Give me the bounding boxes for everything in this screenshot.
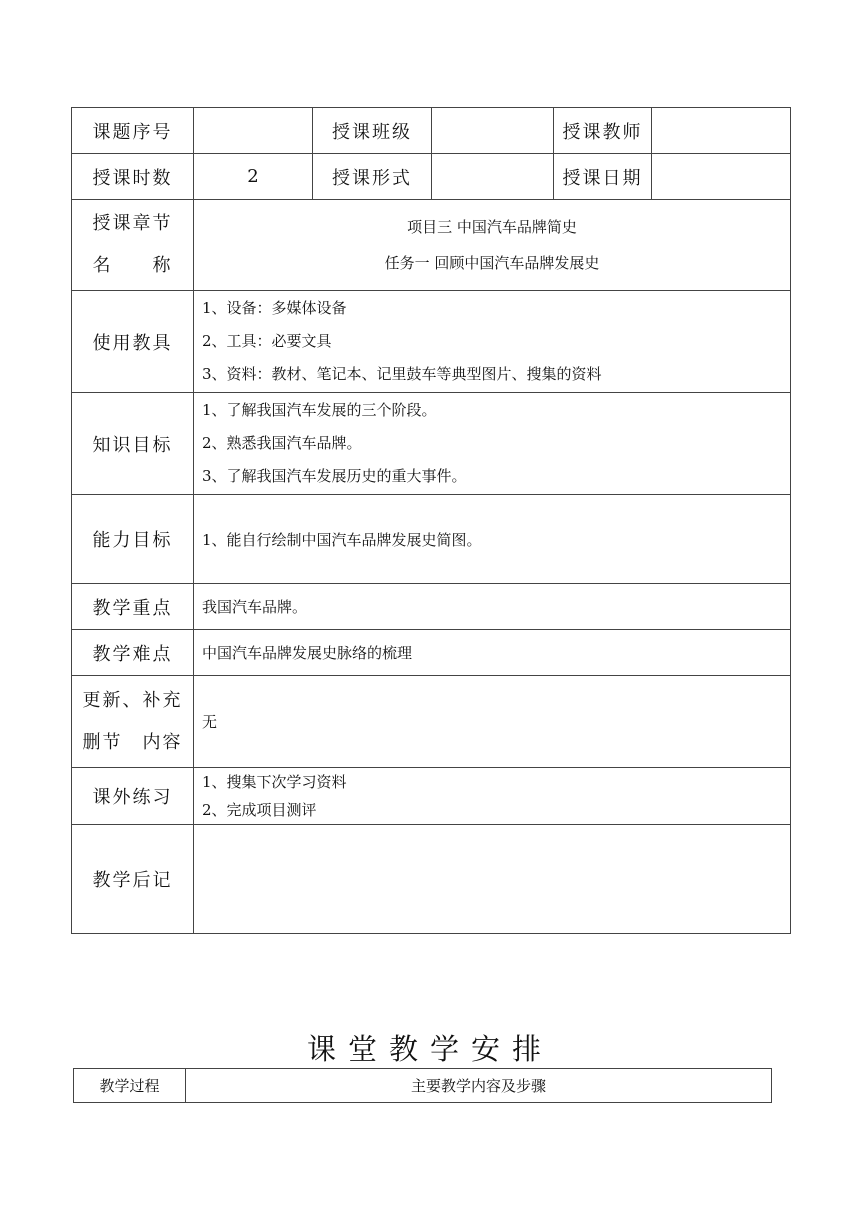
hours-value[interactable]: 2 <box>194 154 313 200</box>
chapter-label-line2: 名 称 <box>92 255 173 276</box>
chapter-task: 任务一 回顾中国汽车品牌发展史 <box>384 254 600 272</box>
knowledge-item: 2、熟悉我国汽车品牌。 <box>202 434 362 452</box>
homework-item: 2、完成项目测评 <box>202 801 317 819</box>
process-col2-header: 主要教学内容及步骤 <box>186 1069 772 1103</box>
afterword-content[interactable] <box>194 825 791 934</box>
teacher-label: 授课教师 <box>554 108 652 154</box>
tools-content[interactable] <box>194 291 791 393</box>
difficulty-label: 教学难点 <box>72 630 194 676</box>
ability-content[interactable]: 1、能自行绘制中国汽车品牌发展史简图。 <box>194 495 791 584</box>
homework-label: 课外练习 <box>72 768 194 825</box>
topic-no-value[interactable] <box>194 108 313 154</box>
row-difficulty <box>72 630 791 676</box>
difficulty-content[interactable]: 中国汽车品牌发展史脉络的梳理 <box>194 630 791 676</box>
hours-label: 授课时数 <box>72 154 194 200</box>
class-value[interactable] <box>432 108 554 154</box>
update-content[interactable]: 无 <box>194 676 791 768</box>
row-topic <box>72 108 791 154</box>
class-label: 授课班级 <box>313 108 432 154</box>
row-knowledge <box>72 393 791 495</box>
row-hours <box>72 154 791 200</box>
tools-item: 2、工具：必要文具 <box>202 332 332 350</box>
key-point-content[interactable]: 我国汽车品牌。 <box>194 584 791 630</box>
form-value[interactable] <box>432 154 554 200</box>
date-label: 授课日期 <box>554 154 652 200</box>
row-homework <box>72 768 791 825</box>
knowledge-label: 知识目标 <box>72 393 194 495</box>
process-header-row <box>74 1069 772 1103</box>
tools-item: 3、资料：教材、笔记本、记里鼓车等典型图片、搜集的资料 <box>202 365 602 383</box>
date-value[interactable] <box>652 154 791 200</box>
chapter-content[interactable] <box>194 200 791 291</box>
row-update <box>72 676 791 768</box>
row-key-point <box>72 584 791 630</box>
row-ability <box>72 495 791 584</box>
afterword-label: 教学后记 <box>72 825 194 934</box>
knowledge-content[interactable] <box>194 393 791 495</box>
homework-item: 1、搜集下次学习资料 <box>202 773 347 791</box>
section-title: 课堂教学安排 <box>306 1032 553 1066</box>
row-tools <box>72 291 791 393</box>
process-table <box>73 1068 772 1103</box>
homework-content[interactable] <box>194 768 791 825</box>
knowledge-item: 3、了解我国汽车发展历史的重大事件。 <box>202 467 467 485</box>
row-afterword <box>72 825 791 934</box>
key-point-label: 教学重点 <box>72 584 194 630</box>
chapter-label <box>72 200 194 291</box>
form-label: 授课形式 <box>313 154 432 200</box>
chapter-label-line1: 授课章节 <box>92 213 173 234</box>
update-label-line2: 删节 内容 <box>82 731 183 753</box>
process-col1-header: 教学过程 <box>74 1069 186 1103</box>
lesson-plan-table <box>71 107 791 934</box>
row-chapter <box>72 200 791 291</box>
tools-item: 1、设备：多媒体设备 <box>202 299 347 317</box>
tools-label: 使用教具 <box>72 291 194 393</box>
update-label <box>72 676 194 768</box>
knowledge-item: 1、了解我国汽车发展的三个阶段。 <box>202 401 437 419</box>
chapter-project: 项目三 中国汽车品牌简史 <box>407 218 577 236</box>
teacher-value[interactable] <box>652 108 791 154</box>
ability-label: 能力目标 <box>72 495 194 584</box>
topic-no-label: 课题序号 <box>72 108 194 154</box>
update-label-line1: 更新、补充 <box>82 689 183 711</box>
